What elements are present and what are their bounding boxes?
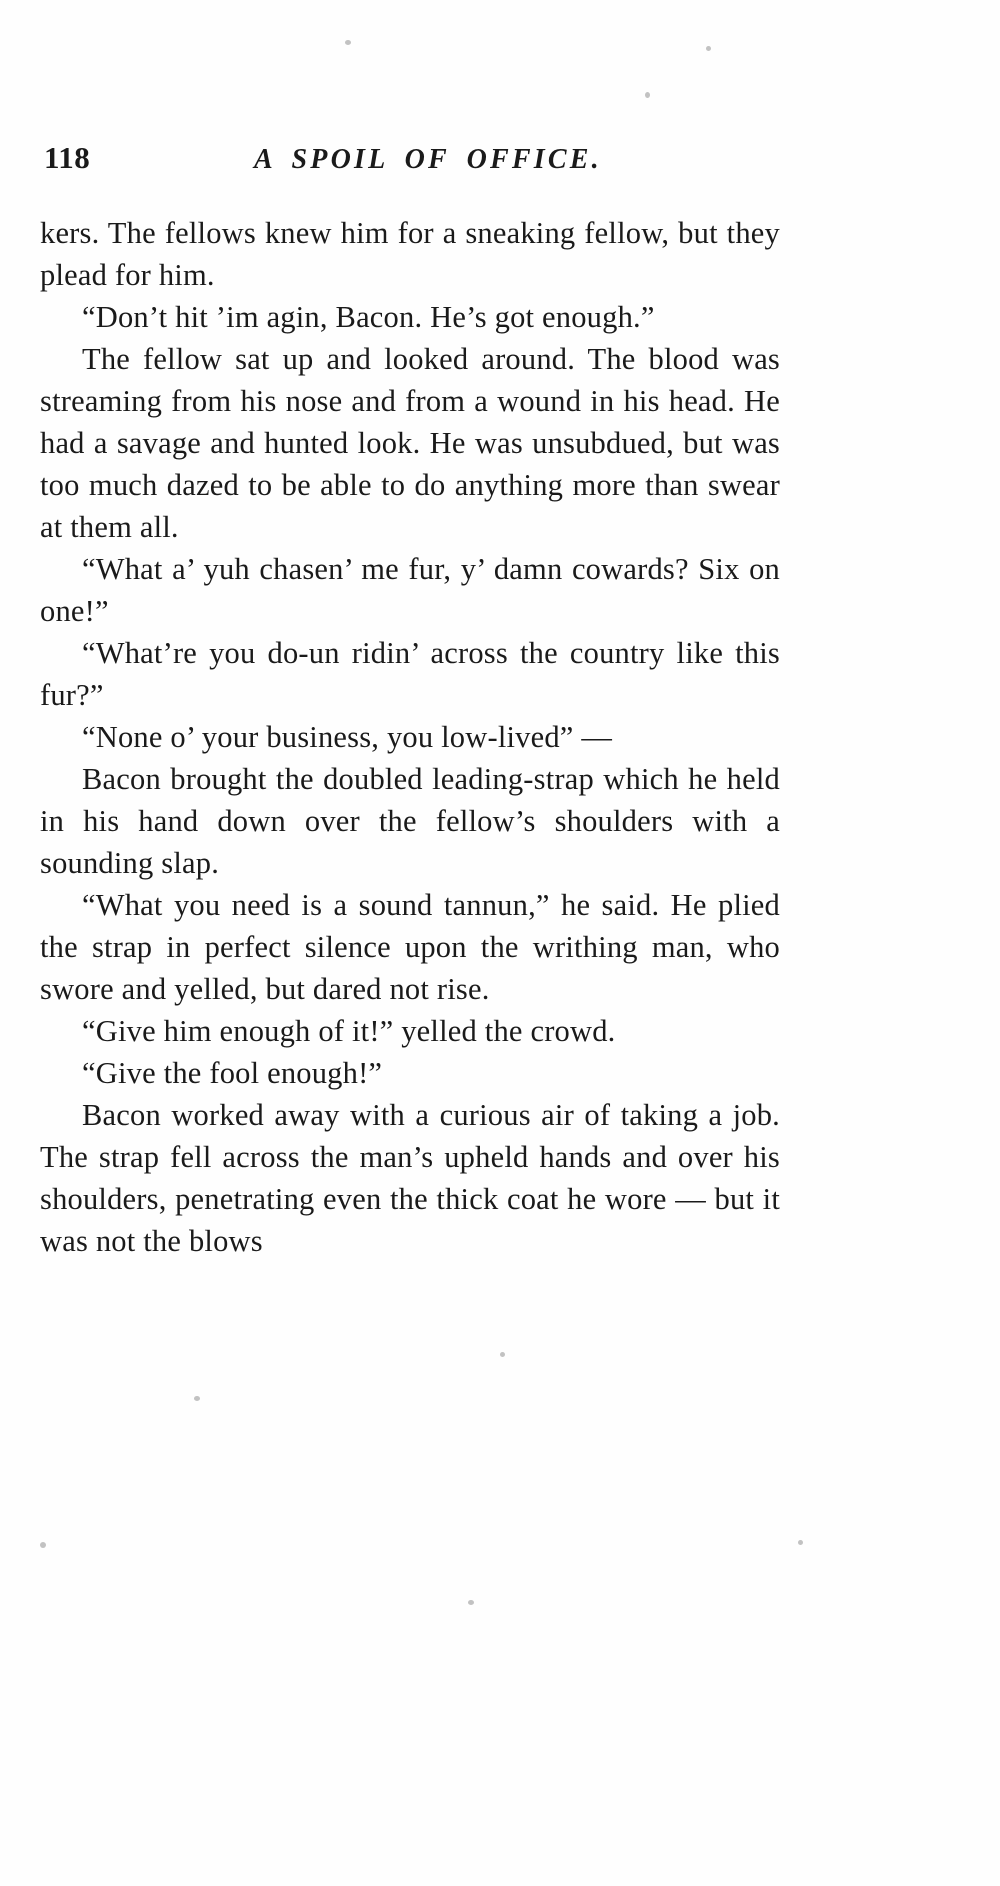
running-title: A SPOIL OF OFFICE. <box>254 144 602 175</box>
paragraph: Bacon worked away with a curious air of taking a job. The strap fell across the man’s upheld hands and over his shoulders, penetrating even the thick coat he wore — but it was not the blows <box>40 1098 780 1258</box>
paragraph: kers. The fellows knew him for a sneaking fellow, but they plead for him. <box>40 216 780 292</box>
page-header <box>44 140 956 184</box>
page-speck <box>468 1600 474 1605</box>
page-speck <box>798 1540 803 1545</box>
page-body <box>40 212 780 1262</box>
paragraph: “Give the fool enough!” <box>82 1056 383 1090</box>
page-number: 118 <box>44 140 91 175</box>
paragraph: “None o’ your business, you low-lived” — <box>82 720 613 754</box>
page-speck <box>706 46 711 51</box>
paragraph: “What you need is a sound tannun,” he said. He plied the strap in perfect silence upon the writhing man, who swore and yelled, but dared not rise. <box>40 888 780 1006</box>
page-speck <box>645 92 650 98</box>
paragraph: “Give him enough of it!” yelled the crowd. <box>82 1014 616 1048</box>
paragraph: “What a’ yuh chasen’ me fur, y’ damn cowards? Six on one!” <box>40 552 780 628</box>
page-speck <box>194 1396 200 1401</box>
page-speck <box>40 1542 46 1548</box>
paragraph: “Don’t hit ’im agin, Bacon. He’s got enough.” <box>82 300 655 334</box>
paragraph: “What’re you do-un ridin’ across the country like this fur?” <box>40 636 780 712</box>
page-speck <box>500 1352 505 1357</box>
paragraph: The fellow sat up and looked around. The blood was streaming from his nose and from a wound in his head. He had a savage and hunted look. He was unsubdued, but was too much dazed to be able to do anything more than swear at them all. <box>40 342 780 544</box>
page-speck <box>345 40 351 45</box>
paragraph: Bacon brought the doubled leading-strap which he held in his hand down over the fellow’s shoulders with a sounding slap. <box>40 762 780 880</box>
